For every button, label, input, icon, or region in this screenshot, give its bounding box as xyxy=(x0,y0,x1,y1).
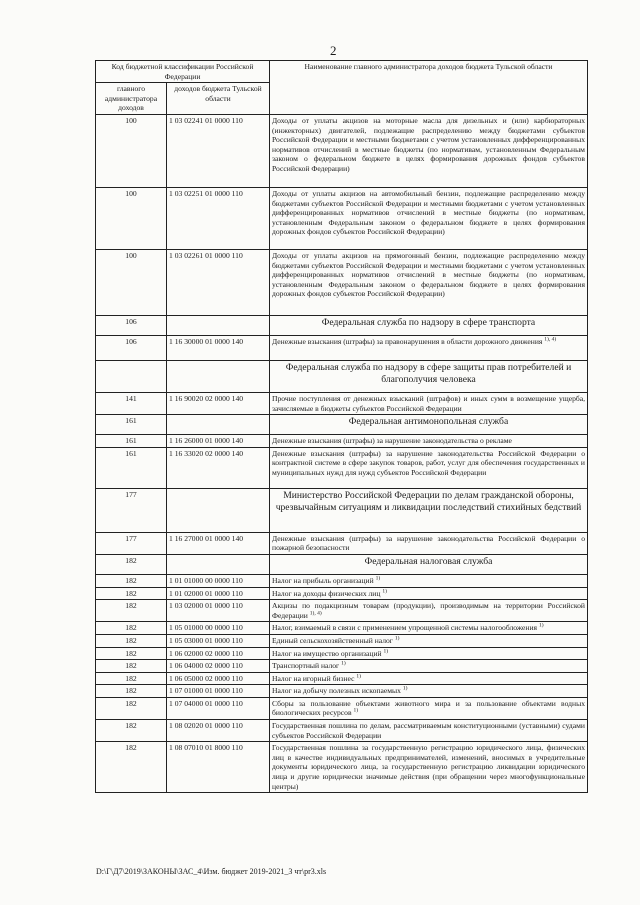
agency-row xyxy=(96,360,588,392)
revenue-description-text: Государственная пошлина за государственную регистрацию юридического лица, физических лиц в качестве индивидуальных предпринимателей, изменений, вносимых в учредительные документы юридического лица, за государственную регистрацию ликвидации юридического лица и другие юридически значимые действия (при обращении через многофункциональные центры) xyxy=(272,743,585,791)
revenue-description-cell xyxy=(270,114,588,187)
income-code-cell: 1 03 02261 01 0000 110 xyxy=(167,249,270,315)
admin-code-cell: 161 xyxy=(96,415,167,435)
revenue-description-text: Доходы от уплаты акцизов на автомобильный бензин, подлежащие распределению между бюджетами субъектов Российской Федерации и местными бюджетами с учетом установленных дифференцированных нормативов отчислений в местные бюджеты (по нормативам, установленным Федеральным законом о федеральном бюджете в целях формирования дорожных фондов субъектов Российской Федерации) xyxy=(272,188,585,237)
income-code-cell: 1 07 01000 01 0000 110 xyxy=(167,685,270,698)
table-row xyxy=(96,660,588,673)
agency-name-cell: Министерство Российской Федерации по делам гражданской обороны, чрезвычайным ситуациям и ликвидации последствий стихийных бедствий xyxy=(270,488,588,532)
table-row xyxy=(96,249,588,315)
revenue-description-cell xyxy=(270,574,588,587)
income-code-cell: 1 06 04000 02 0000 110 xyxy=(167,660,270,673)
agency-row xyxy=(96,488,588,532)
table-row xyxy=(96,697,588,719)
income-code-cell: 1 16 27000 01 0000 140 xyxy=(167,532,270,554)
admin-code-cell: 141 xyxy=(96,392,167,414)
table-row xyxy=(96,587,588,600)
revenue-description-cell xyxy=(270,187,588,249)
revenue-description-cell xyxy=(270,587,588,600)
admin-name-header: Наименование главного администратора доходов бюджета Тульской области xyxy=(270,61,588,115)
revenue-description-text: Доходы от уплаты акцизов на прямогонный бензин, подлежащие распределению между бюджетами субъектов Российской Федерации и местными бюджетами с учетом установленных дифференцированных нормативов отчислений в местные бюджеты (по нормативам, установленным Федеральным законом о федеральном бюджете в целях формирования дорожных фондов субъектов Российской Федерации) xyxy=(272,250,585,299)
income-code-header: доходов бюджета Тульской области xyxy=(167,83,270,115)
income-code-cell xyxy=(167,360,270,392)
table-row xyxy=(96,187,588,249)
admin-code-cell: 182 xyxy=(96,660,167,673)
revenue-description-text: Налог на имущество организаций xyxy=(272,648,382,658)
table-row xyxy=(96,685,588,698)
revenue-description-cell xyxy=(270,742,588,793)
footnote-marker: 1), 4) xyxy=(309,610,322,617)
footnote-marker: 1) xyxy=(382,588,387,594)
admin-code-cell: 161 xyxy=(96,435,167,448)
table-row xyxy=(96,600,588,622)
file-path-footer: D:\Г\Д7\2019\ЗАКОНЫ\ЗАС_4\Изм. бюджет 2019-2021_3 чт\pr3.xls xyxy=(96,867,327,876)
table-row xyxy=(96,114,588,187)
admin-code-cell: 106 xyxy=(96,335,167,360)
agency-row xyxy=(96,315,588,335)
page-number: 2 xyxy=(330,43,337,58)
admin-code-cell: 182 xyxy=(96,574,167,587)
income-code-cell: 1 06 02000 02 0000 110 xyxy=(167,647,270,660)
admin-code-cell: 100 xyxy=(96,114,167,187)
agency-name-cell: Федеральная служба по надзору в сфере защиты прав потребителей и благополучия человека xyxy=(270,360,588,392)
table-row xyxy=(96,392,588,414)
revenue-description-text: Акцизы по подакцизным товарам (продукции), производимым на территории Российской Федерации xyxy=(272,601,585,620)
revenue-description-text: Налог на добычу полезных ископаемых xyxy=(272,686,401,696)
income-code-cell: 1 06 05000 02 0000 110 xyxy=(167,672,270,685)
table-row xyxy=(96,647,588,660)
revenue-description-cell xyxy=(270,447,588,488)
revenue-description-cell xyxy=(270,335,588,360)
income-code-cell: 1 01 01000 00 0000 110 xyxy=(167,574,270,587)
admin-code-cell: 161 xyxy=(96,447,167,488)
admin-code-cell: 182 xyxy=(96,647,167,660)
revenue-description-cell xyxy=(270,660,588,673)
revenue-description-text: Денежные взыскания (штрафы) за нарушение законодательства о рекламе xyxy=(272,436,512,446)
revenue-administrators-table xyxy=(95,60,588,793)
income-code-cell: 1 16 90020 02 0000 140 xyxy=(167,392,270,414)
table-row xyxy=(96,532,588,554)
admin-code-cell: 182 xyxy=(96,634,167,647)
revenue-description-cell xyxy=(270,622,588,635)
income-code-cell xyxy=(167,415,270,435)
admin-code-cell: 182 xyxy=(96,622,167,635)
income-code-cell xyxy=(167,554,270,574)
revenue-description-cell xyxy=(270,634,588,647)
revenue-description-text: Единый сельскохозяйственный налог xyxy=(272,635,393,645)
admin-code-cell: 177 xyxy=(96,488,167,532)
revenue-description-text: Налог на игорный бизнес xyxy=(272,673,355,683)
footnote-marker: 1) xyxy=(383,647,389,654)
admin-code-cell: 100 xyxy=(96,249,167,315)
revenue-description-text: Налог на доходы физических лиц xyxy=(272,588,381,598)
footnote-marker: 1), 4) xyxy=(544,336,557,343)
admin-code-cell xyxy=(96,360,167,392)
revenue-description-cell xyxy=(270,647,588,660)
admin-code-cell: 182 xyxy=(96,720,167,742)
table-row xyxy=(96,574,588,587)
income-code-cell: 1 05 01000 00 0000 110 xyxy=(167,622,270,635)
agency-name-cell: Федеральная служба по надзору в сфере транспорта xyxy=(270,315,588,335)
admin-code-cell: 100 xyxy=(96,187,167,249)
footnote-marker: 1) xyxy=(538,622,544,629)
table-row xyxy=(96,622,588,635)
income-code-cell xyxy=(167,488,270,532)
footnote-marker: 1) xyxy=(341,660,346,667)
income-code-cell: 1 07 04000 01 0000 110 xyxy=(167,697,270,719)
income-code-cell: 1 16 30000 01 0000 140 xyxy=(167,335,270,360)
income-code-cell: 1 01 02000 01 0000 110 xyxy=(167,587,270,600)
admin-code-cell: 182 xyxy=(96,742,167,793)
revenue-description-text: Денежные взыскания (штрафы) за нарушение законодательства Российской Федерации о пожарной безопасности xyxy=(272,533,585,553)
kbk-group-header: Код бюджетной классификации Российской Федерации xyxy=(96,61,270,83)
footnote-marker: 1) xyxy=(375,575,381,582)
income-code-cell: 1 03 02241 01 0000 110 xyxy=(167,114,270,187)
agency-name-cell: Федеральная антимонопольная служба xyxy=(270,415,588,435)
table-row xyxy=(96,435,588,448)
revenue-description-cell xyxy=(270,720,588,742)
footnote-marker: 1) xyxy=(353,707,359,714)
footnote-marker: 1) xyxy=(402,685,408,692)
admin-code-cell: 177 xyxy=(96,532,167,554)
revenue-description-cell xyxy=(270,697,588,719)
income-code-cell: 1 03 02000 01 0000 110 xyxy=(167,600,270,622)
admin-code-cell: 182 xyxy=(96,600,167,622)
revenue-description-text: Налог на прибыль организаций xyxy=(272,575,374,585)
income-code-cell: 1 16 33020 02 0000 140 xyxy=(167,447,270,488)
footnote-marker: 1) xyxy=(394,635,400,642)
table-row xyxy=(96,634,588,647)
revenue-description-cell xyxy=(270,532,588,554)
admin-code-cell: 182 xyxy=(96,685,167,698)
agency-name-cell: Федеральная налоговая служба xyxy=(270,554,588,574)
agency-row xyxy=(96,415,588,435)
income-code-cell: 1 08 07010 01 8000 110 xyxy=(167,742,270,793)
revenue-description-text: Государственная пошлина по делам, рассматриваемым конституционными (уставными) судами субъектов Российской Федерации xyxy=(272,721,585,740)
revenue-description-text: Сборы за пользование объектами животного мира и за пользование объектами водных биологических ресурсов xyxy=(272,698,585,718)
income-code-cell: 1 08 02020 01 0000 110 xyxy=(167,720,270,742)
revenue-description-cell xyxy=(270,672,588,685)
admin-code-header: главного администратора доходов xyxy=(96,83,167,115)
table-row xyxy=(96,720,588,742)
admin-code-cell: 106 xyxy=(96,315,167,335)
income-code-cell: 1 03 02251 01 0000 110 xyxy=(167,187,270,249)
revenue-description-text: Транспортный налог xyxy=(272,661,340,671)
revenue-description-text: Налог, взимаемый в связи с применением упрощенной системы налогообложения xyxy=(272,623,538,633)
agency-row xyxy=(96,554,588,574)
admin-code-cell: 182 xyxy=(96,672,167,685)
revenue-description-text: Денежные взыскания (штрафы) за правонарушения в области дорожного движения xyxy=(272,336,543,346)
table-row xyxy=(96,447,588,488)
revenue-description-text: Доходы от уплаты акцизов на моторные масла для дизельных и (или) карбюраторных (инжекторных) двигателей, подлежащие распределению между бюджетами субъектов Российской Федерации и местными бюджетами с учетом установленных дифференцированных нормативов отчислений в местные бюджеты (по нормативам, установленным Федеральным законом о федеральном бюджете в целях формирования дорожных фондов субъектов Российской Федерации) xyxy=(272,115,585,173)
revenue-description-cell xyxy=(270,435,588,448)
revenue-description-text: Прочие поступления от денежных взысканий (штрафов) и иных сумм в возмещение ущерба, зачисляемые в бюджеты субъектов Российской Федерации xyxy=(272,393,585,413)
table-row xyxy=(96,335,588,360)
revenue-description-cell xyxy=(270,685,588,698)
admin-code-cell: 182 xyxy=(96,587,167,600)
table-row xyxy=(96,742,588,793)
revenue-description-cell xyxy=(270,249,588,315)
revenue-description-cell xyxy=(270,600,588,622)
revenue-description-cell xyxy=(270,392,588,414)
income-code-cell: 1 05 03000 01 0000 110 xyxy=(167,634,270,647)
table-header-row xyxy=(96,61,588,83)
admin-code-cell: 182 xyxy=(96,554,167,574)
income-code-cell: 1 16 26000 01 0000 140 xyxy=(167,435,270,448)
table-row xyxy=(96,672,588,685)
income-code-cell xyxy=(167,315,270,335)
footnote-marker: 1) xyxy=(356,673,361,680)
admin-code-cell: 182 xyxy=(96,697,167,719)
revenue-description-text: Денежные взыскания (штрафы) за нарушение законодательства Российской Федерации о контрактной системе в сфере закупок товаров, работ, услуг для обеспечения государственных и муниципальных нужд для нужд субъектов Российской Федерации xyxy=(272,448,585,477)
